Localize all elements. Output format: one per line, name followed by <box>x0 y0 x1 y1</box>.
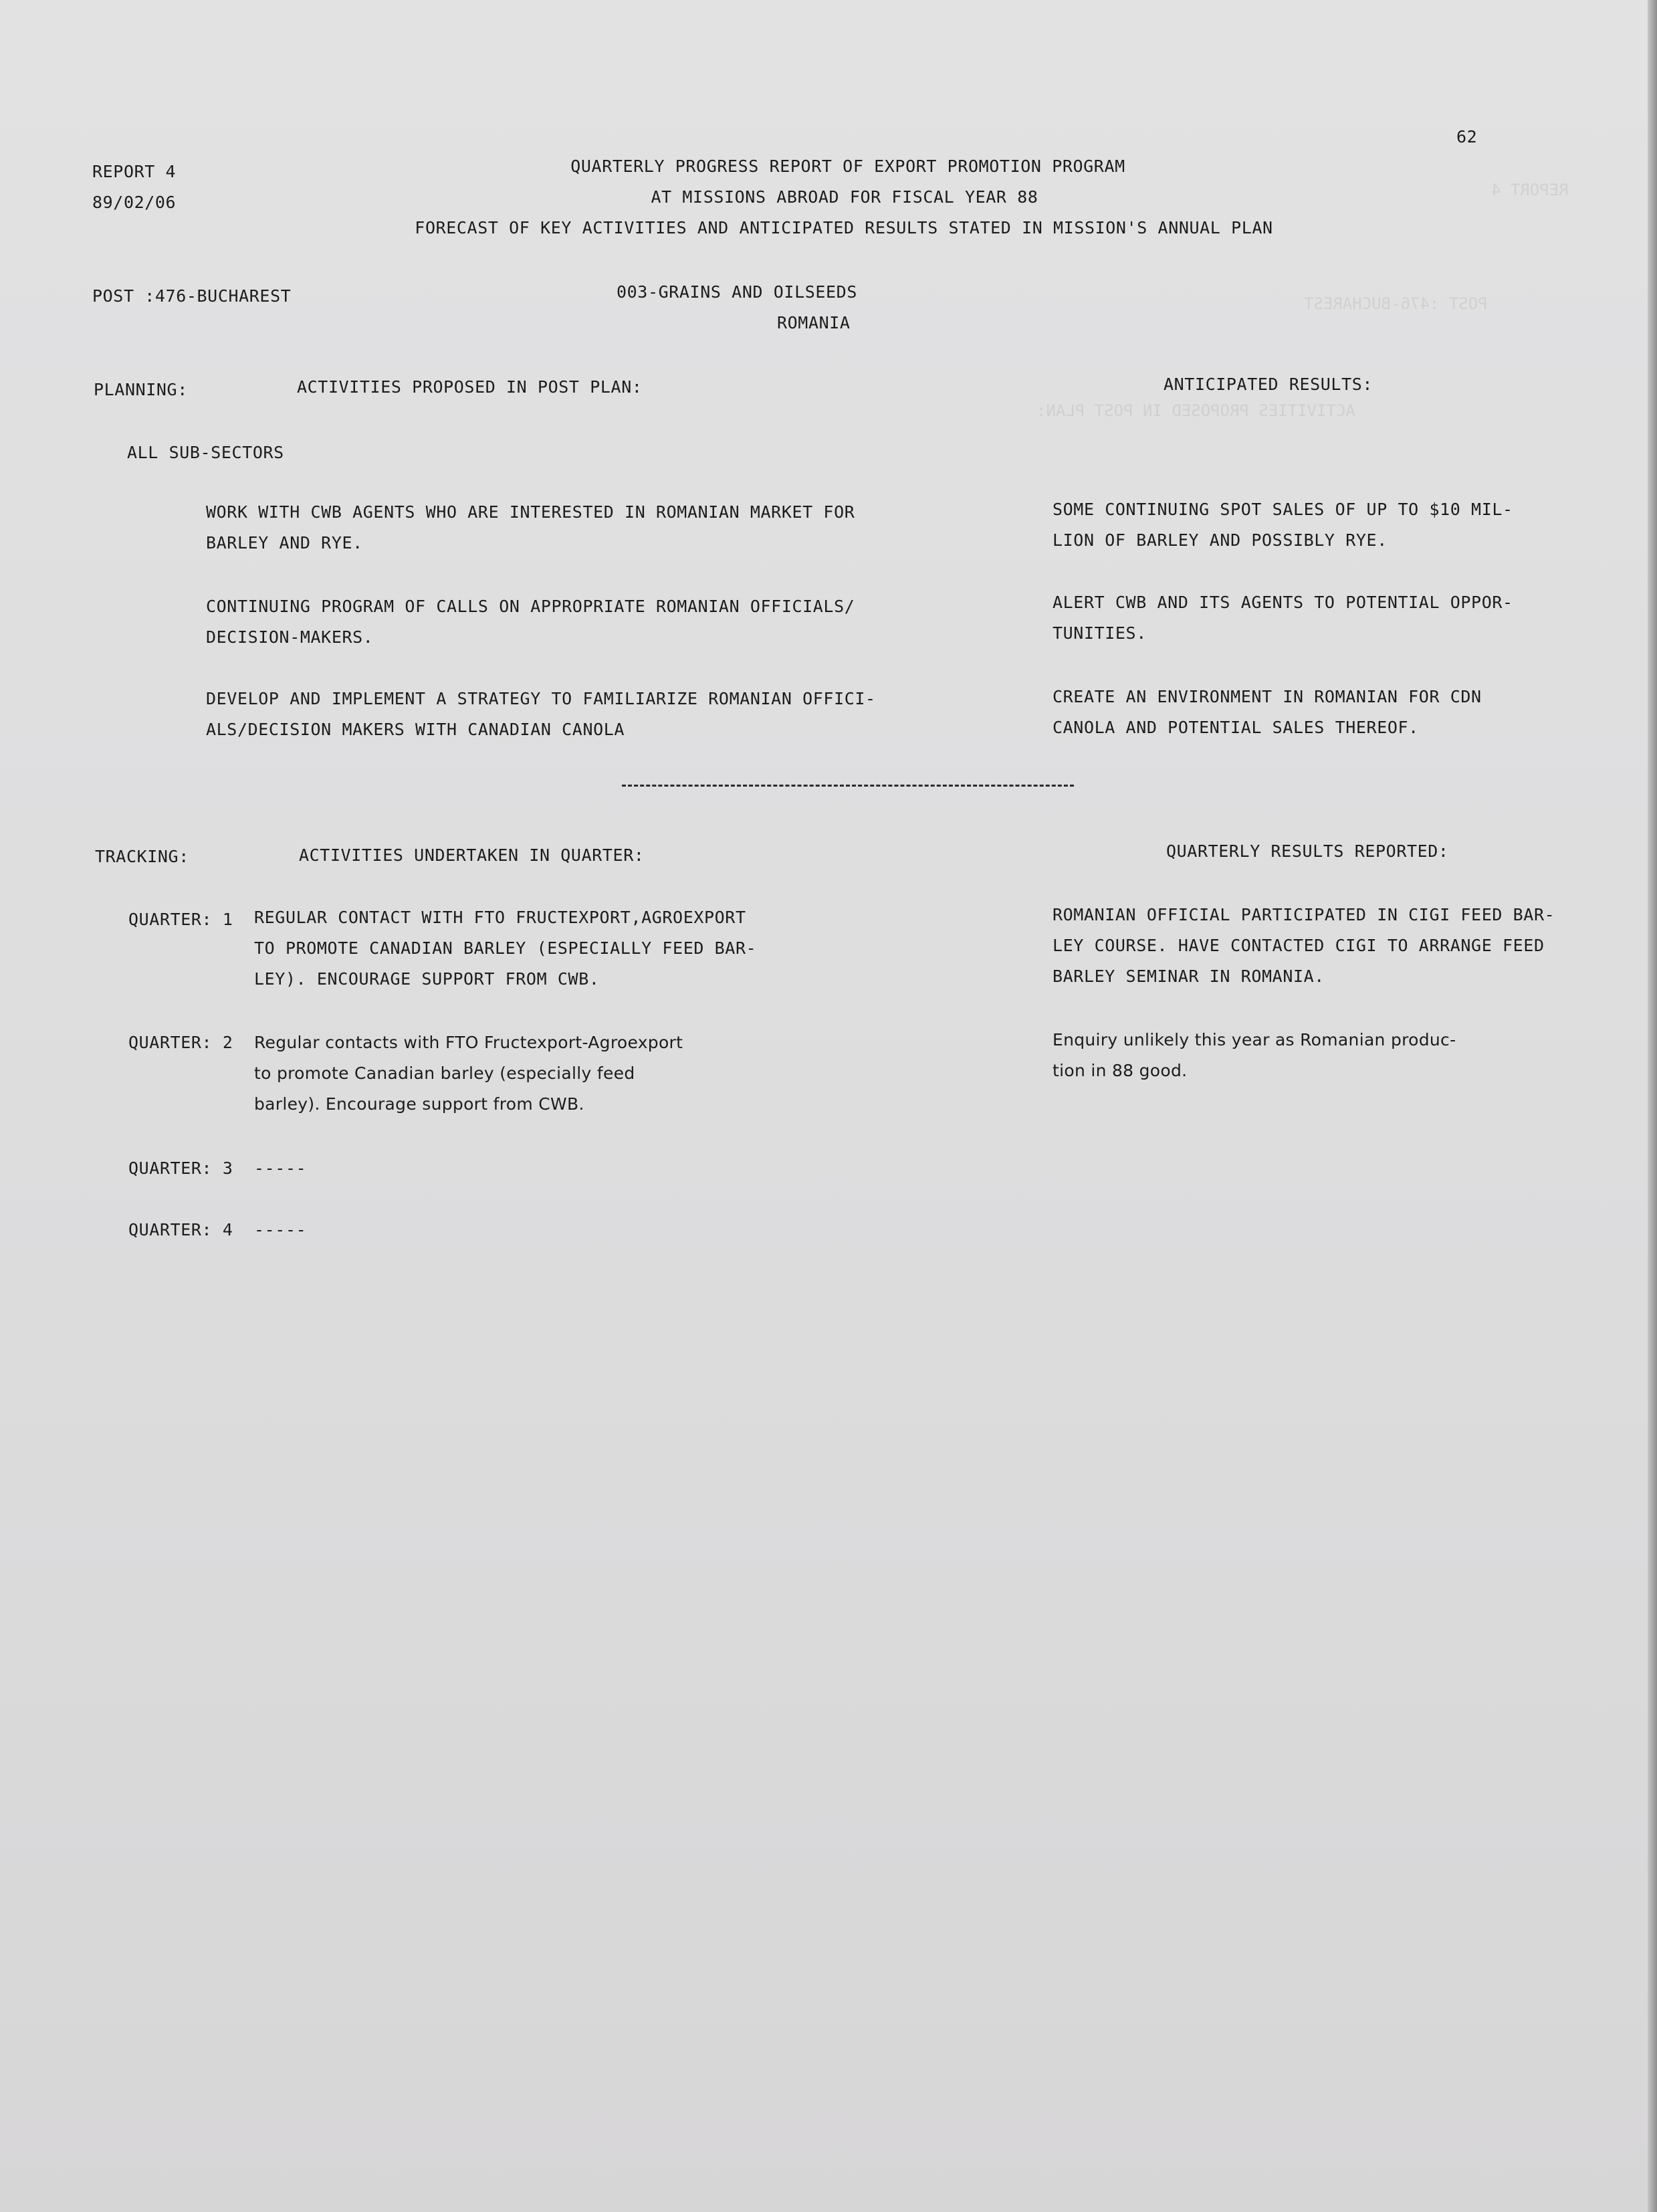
show-through-text: REPORT 4 <box>1491 181 1569 199</box>
planning-results-heading: ANTICIPATED RESULTS: <box>1164 375 1373 394</box>
post-label: POST :476-BUCHAREST <box>92 286 292 306</box>
section-divider <box>622 785 1074 787</box>
planning-result: SOME CONTINUING SPOT SALES OF UP TO $10 MIL- LION OF BARLEY AND POSSIBLY RYE. <box>1053 500 1513 550</box>
report-title-line3: FORECAST OF KEY ACTIVITIES AND ANTICIPATED RESULTS STATED IN MISSION'S ANNUAL PLAN <box>415 218 1273 237</box>
planning-activity: CONTINUING PROGRAM OF CALLS ON APPROPRIATE ROMANIAN OFFICIALS/ DECISION-MAKERS. <box>206 597 855 647</box>
quarter-activity: ----- <box>254 1159 307 1178</box>
sector-label: 003-GRAINS AND OILSEEDS <box>617 282 857 302</box>
quarter-activity: REGULAR CONTACT WITH FTO FRUCTEXPORT,AGROEXPORT TO PROMOTE CANADIAN BARLEY (ESPECIALLY FEED BAR- LEY). ENCOURAGE SUPPORT FROM CWB. <box>254 908 757 989</box>
page-number: 62 <box>1456 127 1478 146</box>
report-date: 89/02/06 <box>92 193 177 212</box>
planning-label: PLANNING: <box>94 380 188 399</box>
planning-activity: WORK WITH CWB AGENTS WHO ARE INTERESTED IN ROMANIAN MARKET FOR BARLEY AND RYE. <box>206 502 855 552</box>
tracking-label: TRACKING: <box>95 847 189 866</box>
report-title-line2: AT MISSIONS ABROAD FOR FISCAL YEAR 88 <box>651 187 1038 207</box>
show-through-text: ACTIVITIES PROPOSED IN POST PLAN: <box>1036 401 1355 420</box>
quarter-label: QUARTER: 3 <box>128 1159 233 1178</box>
report-label: REPORT 4 <box>92 162 177 181</box>
quarter-label: QUARTER: 1 <box>128 910 233 929</box>
show-through-text: POST :476-BUCHAREST <box>1304 294 1488 313</box>
subsector-label: ALL SUB-SECTORS <box>127 443 284 462</box>
report-title-line1: QUARTERLY PROGRESS REPORT OF EXPORT PROMOTION PROGRAM <box>570 157 1125 176</box>
planning-result: CREATE AN ENVIRONMENT IN ROMANIAN FOR CDN CANOLA AND POTENTIAL SALES THEREOF. <box>1053 687 1482 737</box>
tracking-activities-heading: ACTIVITIES UNDERTAKEN IN QUARTER: <box>299 845 645 865</box>
page-edge-shadow <box>1648 0 1657 2212</box>
quarter-label: QUARTER: 2 <box>128 1033 233 1052</box>
quarter-result: Enquiry unlikely this year as Romanian produc- tion in 88 good. <box>1053 1030 1456 1080</box>
planning-activity: DEVELOP AND IMPLEMENT A STRATEGY TO FAMILIARIZE ROMANIAN OFFICI- ALS/DECISION MAKERS WITH CANADIAN CANOLA <box>206 689 876 739</box>
quarter-activity: Regular contacts with FTO Fructexport-Agroexport to promote Canadian barley (especially feed barley). Encourage support from CWB. <box>254 1033 683 1114</box>
planning-result: ALERT CWB AND ITS AGENTS TO POTENTIAL OPPOR- TUNITIES. <box>1053 593 1513 643</box>
planning-activities-heading: ACTIVITIES PROPOSED IN POST PLAN: <box>297 377 643 397</box>
quarter-activity: ----- <box>254 1220 307 1239</box>
quarter-result: ROMANIAN OFFICIAL PARTICIPATED IN CIGI FEED BAR- LEY COURSE. HAVE CONTACTED CIGI TO ARRANGE FEED BARLEY SEMINAR IN ROMANIA. <box>1053 905 1555 986</box>
tracking-results-heading: QUARTERLY RESULTS REPORTED: <box>1166 841 1449 861</box>
country-label: ROMANIA <box>777 313 851 332</box>
quarter-label: QUARTER: 4 <box>128 1220 233 1239</box>
